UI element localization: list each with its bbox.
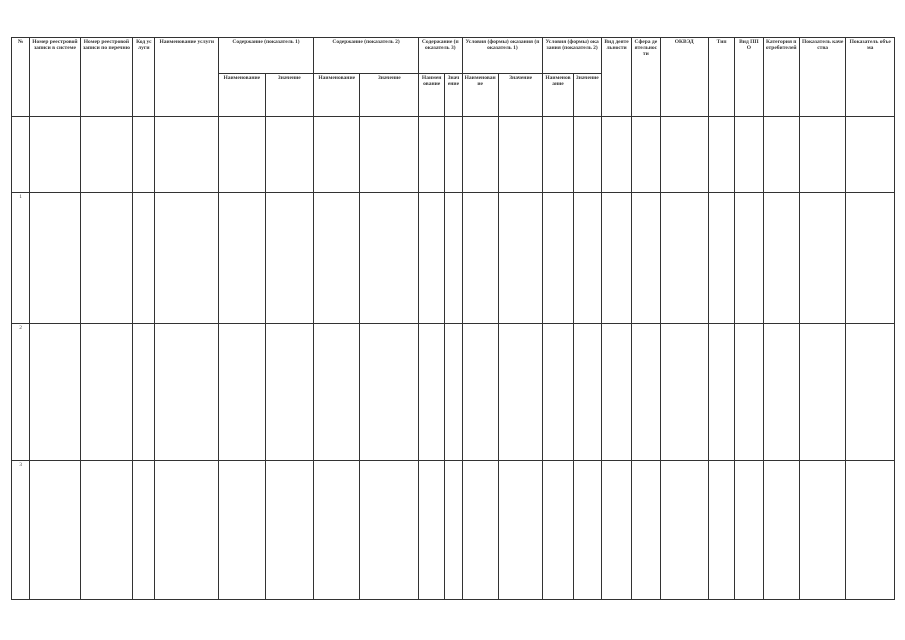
- row-u2-value: [573, 461, 601, 600]
- table-row: [12, 324, 895, 461]
- row-type: [708, 193, 734, 324]
- header-sphere: Сфера деятельности: [632, 38, 660, 117]
- row-quality: [799, 461, 845, 600]
- row-u1-value: [498, 324, 542, 461]
- table-row: [12, 461, 895, 600]
- row-c1-value: [265, 193, 313, 324]
- header-condition-2: Условия (формы) оказания (показатель 2): [543, 38, 602, 74]
- row-reg-prev: [80, 193, 133, 324]
- spacer-category: [763, 117, 799, 193]
- row-category: [763, 193, 799, 324]
- row-c1-name: [219, 461, 265, 600]
- row-code: [133, 193, 155, 324]
- header-reg-number: Номер реестровой записи в системе: [30, 38, 81, 117]
- row-code: [133, 461, 155, 600]
- row-c2-name: [314, 461, 360, 600]
- row-c3-name: [419, 461, 445, 600]
- header-code: Код услуги: [133, 38, 155, 117]
- row-no: 3: [12, 461, 30, 600]
- row-sphere: [632, 461, 660, 600]
- row-volume: [846, 324, 895, 461]
- row-reg: [30, 193, 81, 324]
- row-ppo: [735, 193, 763, 324]
- row-category: [763, 461, 799, 600]
- header-content-3: Содержание (показатель 3): [419, 38, 462, 74]
- header-sub-value: Значение: [360, 74, 419, 117]
- row-c1-name: [219, 324, 265, 461]
- row-ppo: [735, 461, 763, 600]
- row-category: [763, 324, 799, 461]
- row-c2-value: [360, 324, 419, 461]
- row-c3-name: [419, 324, 445, 461]
- row-reg-prev: [80, 324, 133, 461]
- row-u1-value: [498, 193, 542, 324]
- row-okved: [660, 324, 708, 461]
- row-c3-value: [445, 193, 462, 324]
- row-quality: [799, 324, 845, 461]
- row-u1-name: [462, 324, 498, 461]
- header-row-1: [12, 38, 895, 74]
- header-sub-name: Наименование: [543, 74, 573, 117]
- row-code: [133, 324, 155, 461]
- registry-table: [11, 37, 895, 600]
- row-reg: [30, 324, 81, 461]
- row-c2-name: [314, 193, 360, 324]
- row-u2-value: [573, 324, 601, 461]
- row-c3-value: [445, 324, 462, 461]
- header-okved: ОКВЭД: [660, 38, 708, 117]
- row-u2-name: [543, 193, 573, 324]
- header-type: Тип: [708, 38, 734, 117]
- row-name: [155, 324, 219, 461]
- header-volume: Показатель объема: [846, 38, 895, 117]
- row-c2-value: [360, 193, 419, 324]
- row-c1-value: [265, 461, 313, 600]
- row-kind: [601, 324, 631, 461]
- row-kind: [601, 461, 631, 600]
- row-c3-name: [419, 193, 445, 324]
- header-name: Наименование услуги: [155, 38, 219, 117]
- row-name: [155, 461, 219, 600]
- row-quality: [799, 193, 845, 324]
- row-no: 1: [12, 193, 30, 324]
- row-type: [708, 324, 734, 461]
- header-reg-number-prev: Номер реестровой записи по перечню: [80, 38, 133, 117]
- header-sub-name: Наименование: [219, 74, 265, 117]
- row-c2-value: [360, 461, 419, 600]
- row-c3-value: [445, 461, 462, 600]
- header-condition-1: Условия (формы) оказания (показатель 1): [462, 38, 543, 74]
- row-type: [708, 461, 734, 600]
- row-okved: [660, 461, 708, 600]
- row-u1-name: [462, 461, 498, 600]
- header-content-2: Содержание (показатель 2): [314, 38, 419, 74]
- header-sub-name: Наименование: [419, 74, 445, 117]
- row-volume: [846, 461, 895, 600]
- row-reg-prev: [80, 461, 133, 600]
- row-u1-name: [462, 193, 498, 324]
- row-u2-name: [543, 461, 573, 600]
- row-okved: [660, 193, 708, 324]
- row-sphere: [632, 193, 660, 324]
- row-reg: [30, 461, 81, 600]
- row-sphere: [632, 324, 660, 461]
- header-kind: Вид деятельности: [601, 38, 631, 117]
- spacer-row: [12, 117, 895, 193]
- row-name: [155, 193, 219, 324]
- row-c1-name: [219, 193, 265, 324]
- header-sub-value: Значение: [265, 74, 313, 117]
- row-u2-value: [573, 193, 601, 324]
- row-u1-value: [498, 461, 542, 600]
- table-row: [12, 193, 895, 324]
- row-no: 2: [12, 324, 30, 461]
- header-no: №: [12, 38, 30, 117]
- row-c1-value: [265, 324, 313, 461]
- header-category: Категория потребителей: [763, 38, 799, 117]
- row-volume: [846, 193, 895, 324]
- header-sub-value: Значение: [573, 74, 601, 117]
- row-kind: [601, 193, 631, 324]
- header-sub-value: Значение: [445, 74, 462, 117]
- header-sub-value: Значение: [498, 74, 542, 117]
- header-quality: Показатель качества: [799, 38, 845, 117]
- header-sub-name: Наименование: [314, 74, 360, 117]
- header-content-1: Содержание (показатель 1): [219, 38, 314, 74]
- row-u2-name: [543, 324, 573, 461]
- row-c2-name: [314, 324, 360, 461]
- header-ppo: Вид ППО: [735, 38, 763, 117]
- row-ppo: [735, 324, 763, 461]
- header-sub-name: Наименование: [462, 74, 498, 117]
